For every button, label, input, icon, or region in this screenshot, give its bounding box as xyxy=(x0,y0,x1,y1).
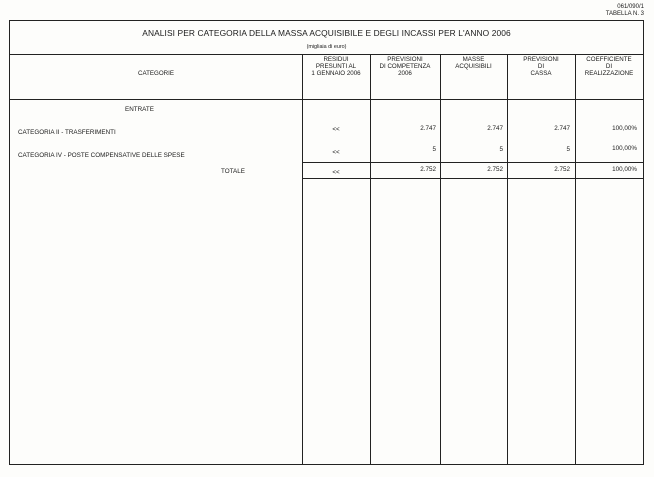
document-code: 061/090/1 xyxy=(617,4,644,10)
table-frame xyxy=(9,20,644,465)
column-divider xyxy=(302,54,303,464)
row-masse-acquisibili: 5 xyxy=(499,146,503,153)
header-categorie: CATEGORIE xyxy=(138,70,174,77)
row-previsioni-cassa: 5 xyxy=(566,146,570,153)
row-coefficiente: 100,00% xyxy=(612,145,637,152)
unit-label: (migliaia di euro) xyxy=(306,44,347,50)
column-divider xyxy=(507,54,508,464)
header-previsioni-cassa: PREVISIONI DI CASSA xyxy=(523,56,559,77)
header-bottom-rule xyxy=(10,99,643,100)
header-residui: RESIDUI PRESUNTI AL 1 GENNAIO 2006 xyxy=(311,56,361,77)
row-masse-acquisibili: 2.747 xyxy=(487,125,503,132)
column-divider xyxy=(370,54,371,464)
header-previsioni-competenza: PREVISIONI DI COMPETENZA 2006 xyxy=(379,56,431,77)
row-residui: << xyxy=(332,149,340,156)
row-previsioni-competenza: 2.747 xyxy=(420,125,436,132)
total-previsioni-competenza: 2.752 xyxy=(420,166,436,173)
row-coefficiente: 100,00% xyxy=(612,125,637,132)
document-reference xyxy=(606,4,644,18)
row-label: CATEGORIA IV - POSTE COMPENSATIVE DELLE SPESE xyxy=(18,152,185,159)
total-label: TOTALE xyxy=(221,168,245,175)
section-label: ENTRATE xyxy=(125,106,154,113)
total-residui: << xyxy=(332,169,340,176)
row-previsioni-cassa: 2.747 xyxy=(554,125,570,132)
total-coefficiente: 100,00% xyxy=(612,166,637,173)
header-coefficiente: COEFFICIENTE DI REALIZZAZIONE xyxy=(584,56,634,77)
total-previsioni-cassa: 2.752 xyxy=(554,166,570,173)
header-top-rule xyxy=(10,54,643,55)
header-masse-acquisibili: MASSE ACQUISIBILI xyxy=(455,56,492,70)
total-separator xyxy=(302,162,643,163)
row-residui: << xyxy=(332,126,340,133)
row-previsioni-competenza: 5 xyxy=(432,146,436,153)
table-number: TABELLA N. 3 xyxy=(605,11,644,17)
column-divider xyxy=(440,54,441,464)
table-title: ANALISI PER CATEGORIA DELLA MASSA ACQUISIBILE E DEGLI INCASSI PER L'ANNO 2006 xyxy=(142,28,511,38)
row-label: CATEGORIA II - TRASFERIMENTI xyxy=(18,129,116,136)
total-masse-acquisibili: 2.752 xyxy=(487,166,503,173)
total-underline xyxy=(302,178,643,179)
column-divider xyxy=(575,54,576,464)
